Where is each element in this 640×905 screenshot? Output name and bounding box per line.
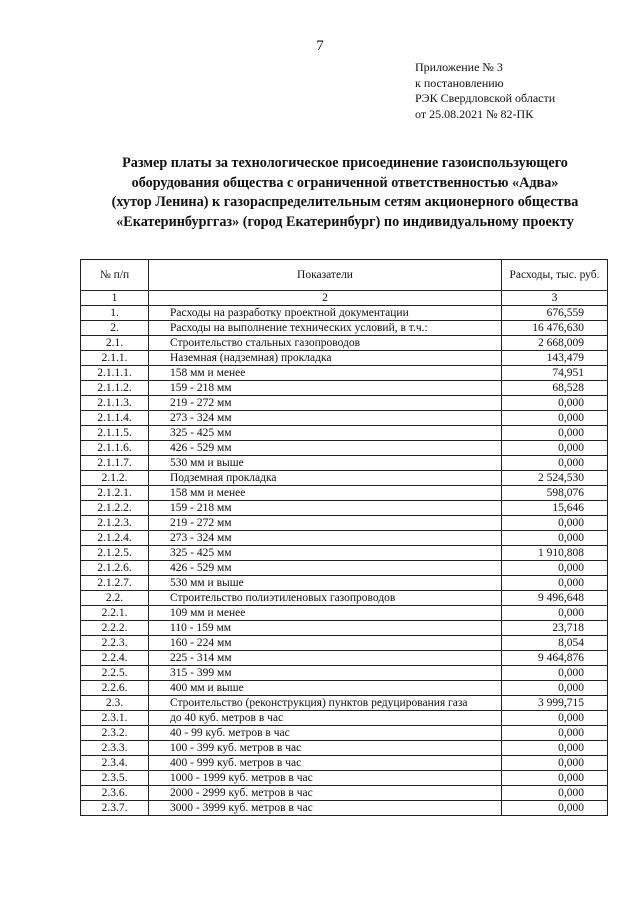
title-line: оборудования общества с ограниченной ответственностью «Адва»	[131, 174, 559, 191]
row-value: 0,000	[502, 606, 608, 621]
table-row	[81, 681, 608, 696]
row-indicator: 109 мм и менее	[149, 606, 502, 621]
row-indicator: 219 - 272 мм	[149, 516, 502, 531]
row-number: 2.2.3.	[81, 636, 149, 651]
table-row	[81, 321, 608, 336]
table-row	[81, 411, 608, 426]
table-row	[81, 396, 608, 411]
row-number: 2.1.1.5.	[81, 426, 149, 441]
row-indicator: 219 - 272 мм	[149, 396, 502, 411]
row-number: 2.1.1.3.	[81, 396, 149, 411]
appendix-line: к постановлению	[415, 75, 504, 90]
row-number: 2.1.2.6.	[81, 561, 149, 576]
row-number: 2.1.1.1.	[81, 366, 149, 381]
row-number: 2.1.1.2.	[81, 381, 149, 396]
title-line: «Екатеринбурггаз» (город Екатеринбург) по индивидуальному проекту	[116, 213, 574, 230]
appendix-line: от 25.08.2021 № 82-ПК	[415, 106, 534, 121]
row-indicator: Подземная прокладка	[149, 471, 502, 486]
row-number: 2.2.1.	[81, 606, 149, 621]
row-number: 2.1.2.1.	[81, 486, 149, 501]
row-number: 2.3.6.	[81, 786, 149, 801]
row-value: 68,528	[502, 381, 608, 396]
row-value: 598,076	[502, 486, 608, 501]
row-number: 2.3.	[81, 696, 149, 711]
row-indicator: Строительство (реконструкция) пунктов редуцирования газа	[149, 696, 502, 711]
table-row	[81, 591, 608, 606]
row-indicator: 325 - 425 мм	[149, 546, 502, 561]
row-value: 0,000	[502, 801, 608, 816]
table-row	[81, 456, 608, 471]
row-value: 0,000	[502, 411, 608, 426]
column-index: 3	[502, 291, 608, 306]
row-value: 0,000	[502, 426, 608, 441]
table-row	[81, 666, 608, 681]
row-indicator: Строительство полиэтиленовых газопроводов	[149, 591, 502, 606]
row-number: 2.1.2.5.	[81, 546, 149, 561]
table-row	[81, 636, 608, 651]
title-line: (хутор Ленина) к газораспределительным сетям акционерного общества	[111, 194, 579, 210]
row-value: 0,000	[502, 456, 608, 471]
row-number: 2.2.4.	[81, 651, 149, 666]
row-number: 2.1.2.2.	[81, 501, 149, 516]
table-row	[81, 576, 608, 591]
row-indicator: 273 - 324 мм	[149, 531, 502, 546]
row-number: 2.1.1.7.	[81, 456, 149, 471]
table-header-row	[81, 260, 608, 291]
row-number: 2.3.5.	[81, 771, 149, 786]
row-indicator: Расходы на выполнение технических условий, в т.ч.:	[149, 321, 502, 336]
table-row	[81, 441, 608, 456]
row-number: 2.1.1.	[81, 351, 149, 366]
table-row	[81, 606, 608, 621]
table-row	[81, 366, 608, 381]
row-number: 2.3.3.	[81, 741, 149, 756]
appendix-block	[415, 60, 555, 122]
table-row	[81, 426, 608, 441]
table-row	[81, 381, 608, 396]
table-row	[81, 696, 608, 711]
row-number: 2.3.1.	[81, 711, 149, 726]
row-value: 0,000	[502, 786, 608, 801]
row-indicator: 1000 - 1999 куб. метров в час	[149, 771, 502, 786]
table-row	[81, 351, 608, 366]
table-row	[81, 711, 608, 726]
row-number: 2.2.2.	[81, 621, 149, 636]
row-number: 1.	[81, 306, 149, 321]
row-indicator: 400 - 999 куб. метров в час	[149, 756, 502, 771]
table-row	[81, 771, 608, 786]
row-value: 9 464,876	[502, 651, 608, 666]
row-indicator: до 40 куб. метров в час	[149, 711, 502, 726]
row-value: 0,000	[502, 771, 608, 786]
row-number: 2.1.2.	[81, 471, 149, 486]
table-row	[81, 546, 608, 561]
row-value: 0,000	[502, 756, 608, 771]
table-row	[81, 801, 608, 816]
row-value: 2 668,009	[502, 336, 608, 351]
table-row	[81, 726, 608, 741]
row-indicator: 2000 - 2999 куб. метров в час	[149, 786, 502, 801]
row-number: 2.2.6.	[81, 681, 149, 696]
row-value: 0,000	[502, 711, 608, 726]
row-indicator: Наземная (надземная) прокладка	[149, 351, 502, 366]
row-value: 676,559	[502, 306, 608, 321]
row-number: 2.1.1.4.	[81, 411, 149, 426]
row-value: 2 524,530	[502, 471, 608, 486]
row-indicator: 100 - 399 куб. метров в час	[149, 741, 502, 756]
header-indicators: Показатели	[149, 260, 502, 291]
row-indicator: 159 - 218 мм	[149, 501, 502, 516]
row-value: 0,000	[502, 531, 608, 546]
row-value: 15,646	[502, 501, 608, 516]
row-indicator: 325 - 425 мм	[149, 426, 502, 441]
fees-table	[80, 259, 608, 816]
row-value: 8,054	[502, 636, 608, 651]
page-number: 7	[316, 38, 324, 54]
row-value: 0,000	[502, 396, 608, 411]
row-number: 2.3.2.	[81, 726, 149, 741]
column-index: 2	[149, 291, 502, 306]
table-row	[81, 516, 608, 531]
row-value: 3 999,715	[502, 696, 608, 711]
row-value: 0,000	[502, 681, 608, 696]
row-indicator: 158 мм и менее	[149, 486, 502, 501]
table-row	[81, 486, 608, 501]
row-indicator: 315 - 399 мм	[149, 666, 502, 681]
row-value: 1 910,808	[502, 546, 608, 561]
row-value: 0,000	[502, 516, 608, 531]
row-number: 2.3.7.	[81, 801, 149, 816]
table-row	[81, 651, 608, 666]
table-row	[81, 336, 608, 351]
row-indicator: 426 - 529 мм	[149, 441, 502, 456]
row-indicator: 426 - 529 мм	[149, 561, 502, 576]
row-indicator: 110 - 159 мм	[149, 621, 502, 636]
column-index: 1	[81, 291, 149, 306]
table-row	[81, 471, 608, 486]
row-indicator: 400 мм и выше	[149, 681, 502, 696]
row-value: 0,000	[502, 441, 608, 456]
row-indicator: Расходы на разработку проектной документации	[149, 306, 502, 321]
row-value: 0,000	[502, 726, 608, 741]
table-row	[81, 756, 608, 771]
row-indicator: 3000 - 3999 куб. метров в час	[149, 801, 502, 816]
column-index-row	[81, 291, 608, 306]
row-indicator: 225 - 314 мм	[149, 651, 502, 666]
row-value: 23,718	[502, 621, 608, 636]
row-value: 0,000	[502, 741, 608, 756]
row-number: 2.3.4.	[81, 756, 149, 771]
row-number: 2.1.1.6.	[81, 441, 149, 456]
row-indicator: 40 - 99 куб. метров в час	[149, 726, 502, 741]
row-number: 2.1.2.4.	[81, 531, 149, 546]
table-row	[81, 786, 608, 801]
row-indicator: 158 мм и менее	[149, 366, 502, 381]
appendix-line: РЭК Свердловской области	[415, 91, 556, 105]
row-number: 2.1.2.7.	[81, 576, 149, 591]
header-number: № п/п	[81, 260, 149, 291]
row-number: 2.2.	[81, 591, 149, 606]
row-indicator: 159 - 218 мм	[149, 381, 502, 396]
row-number: 2.1.	[81, 336, 149, 351]
table-row	[81, 741, 608, 756]
row-number: 2.1.2.3.	[81, 516, 149, 531]
row-indicator: 530 мм и выше	[149, 576, 502, 591]
row-indicator: 160 - 224 мм	[149, 636, 502, 651]
table-row	[81, 306, 608, 321]
row-value: 0,000	[502, 561, 608, 576]
row-indicator: Строительство стальных газопроводов	[149, 336, 502, 351]
row-number: 2.	[81, 321, 149, 336]
appendix-line: Приложение № 3	[415, 60, 503, 74]
table-row	[81, 561, 608, 576]
table-row	[81, 621, 608, 636]
row-number: 2.2.5.	[81, 666, 149, 681]
row-value: 143,479	[502, 351, 608, 366]
row-value: 9 496,648	[502, 591, 608, 606]
row-value: 0,000	[502, 576, 608, 591]
table-row	[81, 531, 608, 546]
document-title	[60, 154, 630, 232]
row-indicator: 530 мм и выше	[149, 456, 502, 471]
title-line: Размер платы за технологическое присоединение газоиспользующего	[122, 155, 568, 171]
table-row	[81, 501, 608, 516]
header-expenses: Расходы, тыс. руб.	[502, 260, 608, 291]
row-value: 74,951	[502, 366, 608, 381]
row-value: 16 476,630	[502, 321, 608, 336]
row-value: 0,000	[502, 666, 608, 681]
row-indicator: 273 - 324 мм	[149, 411, 502, 426]
